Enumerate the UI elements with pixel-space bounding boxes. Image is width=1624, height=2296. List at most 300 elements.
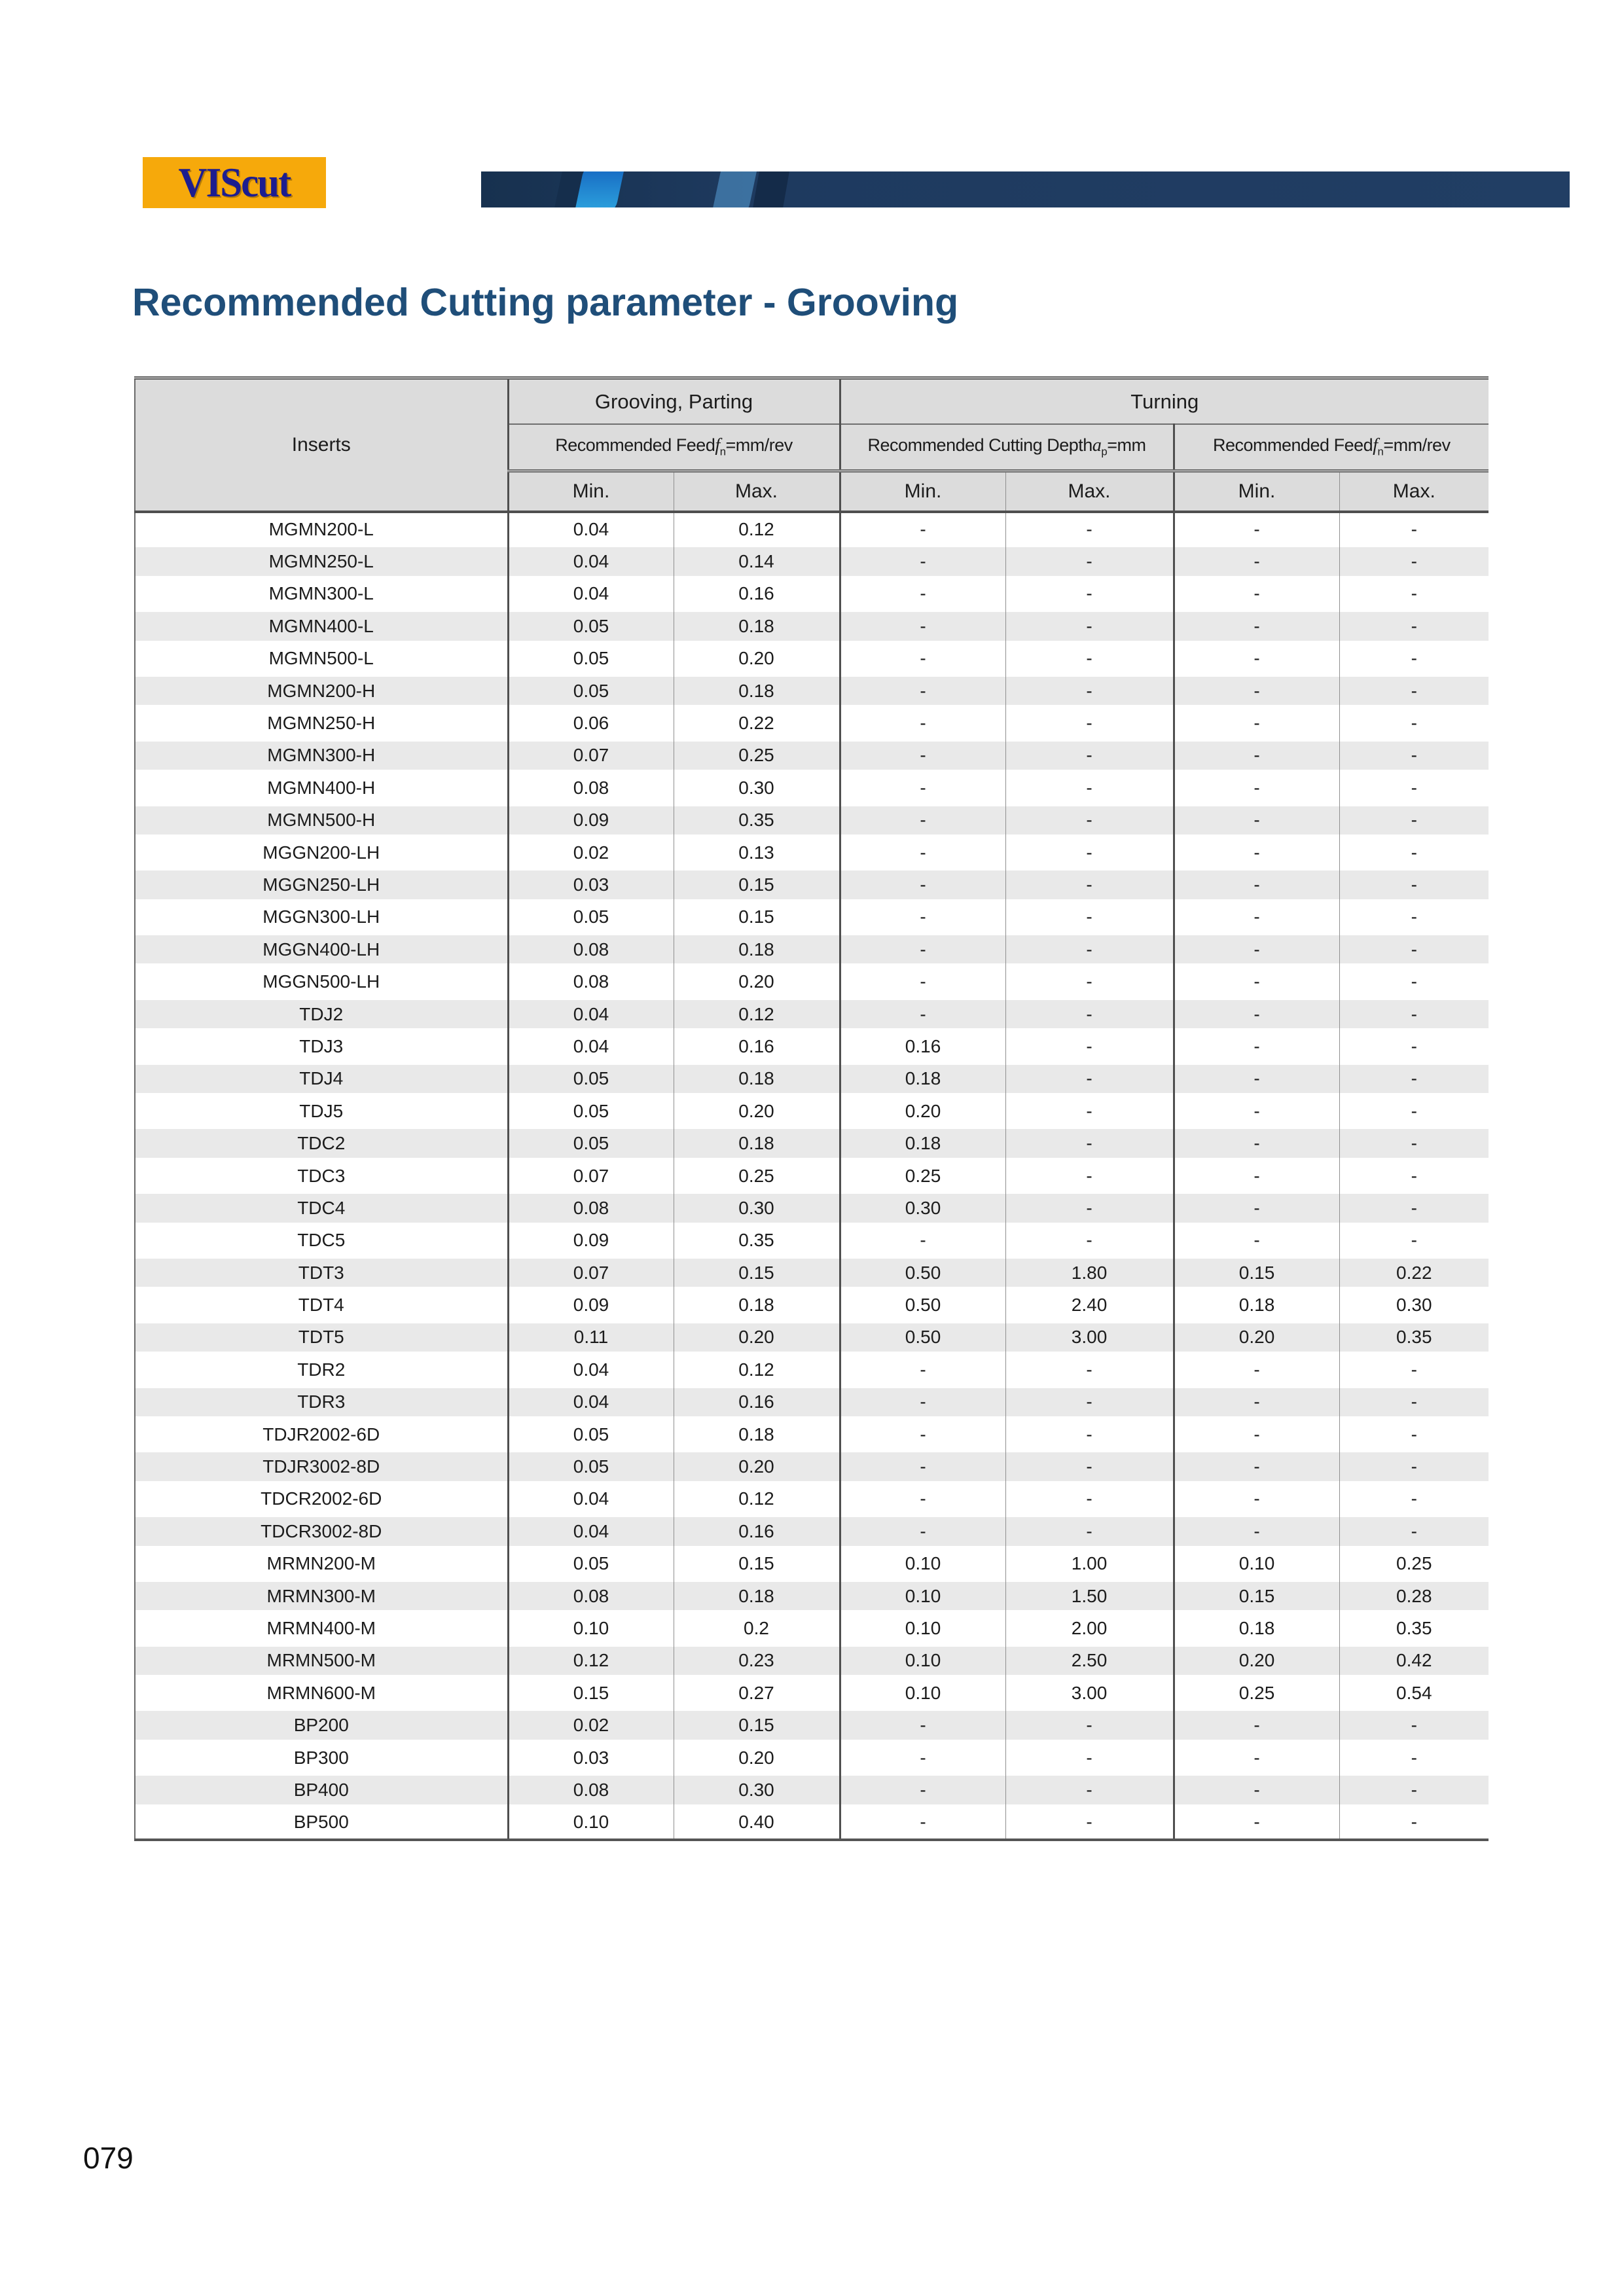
viscut-logo-text: VIScut: [178, 159, 291, 206]
value-cell: -: [1174, 804, 1339, 836]
inserts-header-cell: Inserts: [135, 378, 508, 512]
value-cell: 0.04: [508, 512, 674, 545]
value-cell: -: [1005, 836, 1174, 869]
insert-name-cell: MRMN200-M: [135, 1548, 508, 1580]
value-cell: -: [1174, 1160, 1339, 1192]
table-row: [135, 1386, 1489, 1418]
value-cell: 0.15: [1174, 1580, 1339, 1612]
value-cell: 0.16: [840, 1030, 1005, 1062]
insert-name-cell: MGMN300-L: [135, 578, 508, 610]
value-cell: -: [840, 1450, 1005, 1482]
value-cell: -: [1174, 512, 1339, 545]
table-row: [135, 836, 1489, 869]
value-cell: 0.18: [674, 610, 840, 642]
value-cell: 0.40: [674, 1806, 840, 1840]
value-cell: -: [1174, 836, 1339, 869]
value-cell: -: [1174, 643, 1339, 675]
turning-depth-min-header: Min.: [840, 471, 1005, 512]
value-cell: 0.16: [674, 1030, 840, 1062]
value-cell: -: [840, 643, 1005, 675]
grooving-feed-header-cell: Recommended Feedf$_n$=mm/rev: [508, 424, 840, 471]
value-cell: 0.18: [674, 933, 840, 965]
value-cell: -: [1005, 901, 1174, 933]
value-cell: -: [1174, 1742, 1339, 1774]
value-cell: 0.18: [840, 1127, 1005, 1159]
insert-name-cell: MGMN400-H: [135, 772, 508, 804]
table-row: [135, 1483, 1489, 1515]
value-cell: 0.16: [674, 578, 840, 610]
value-cell: 0.25: [674, 1160, 840, 1192]
table-row: [135, 1289, 1489, 1321]
value-cell: -: [1174, 1354, 1339, 1386]
turning-header-cell: Turning: [840, 378, 1489, 425]
insert-name-cell: TDR3: [135, 1386, 508, 1418]
value-cell: -: [1339, 1774, 1489, 1806]
insert-name-cell: TDR2: [135, 1354, 508, 1386]
value-cell: 0.18: [840, 1063, 1005, 1095]
value-cell: 0.20: [674, 965, 840, 997]
value-cell: 2.00: [1005, 1612, 1174, 1644]
value-cell: -: [1174, 675, 1339, 707]
insert-name-cell: MGMN250-L: [135, 545, 508, 577]
value-cell: 0.12: [674, 998, 840, 1030]
value-cell: -: [1339, 933, 1489, 965]
value-cell: 0.05: [508, 610, 674, 642]
table-row: [135, 512, 1489, 545]
value-cell: 0.18: [674, 1289, 840, 1321]
value-cell: -: [1005, 998, 1174, 1030]
value-cell: 0.20: [674, 1095, 840, 1127]
value-cell: -: [1005, 1774, 1174, 1806]
value-cell: 0.35: [1396, 1617, 1432, 1638]
value-cell: -: [1411, 648, 1417, 669]
value-cell: 0.04: [508, 545, 674, 577]
value-cell: 0.20: [674, 1742, 840, 1774]
value-cell: 0.15: [508, 1677, 674, 1709]
insert-name-cell: MGMN500-H: [135, 804, 508, 836]
insert-name-cell: TDC5: [135, 1225, 508, 1257]
value-cell: -: [840, 869, 1005, 901]
value-cell: 0.07: [508, 740, 674, 772]
value-cell: 0.20: [1174, 1321, 1339, 1354]
turning-feed-max-header: Max.: [1339, 471, 1489, 512]
value-cell: 0.05: [508, 1127, 674, 1159]
value-cell: 0.27: [674, 1677, 840, 1709]
value-cell: -: [1174, 1774, 1339, 1806]
value-cell: 0.03: [508, 869, 674, 901]
header-banner: [481, 171, 1570, 207]
value-cell: 1.50: [1005, 1580, 1174, 1612]
value-cell: 0.20: [674, 643, 840, 675]
cutting-parameters-table: [134, 376, 1489, 1841]
value-cell: 0.20: [674, 1450, 840, 1482]
insert-name-cell: TDC3: [135, 1160, 508, 1192]
value-cell: 0.05: [508, 1450, 674, 1482]
value-cell: 0.28: [1339, 1580, 1489, 1612]
value-cell: -: [1174, 1515, 1339, 1547]
insert-name-cell: MGMN200-L: [135, 512, 508, 545]
value-cell: -: [840, 675, 1005, 707]
value-cell: 0.15: [674, 1709, 840, 1741]
insert-name-cell: TDJ3: [135, 1030, 508, 1062]
value-cell: 0.05: [508, 643, 674, 675]
turning-depth-header-cell: Recommended Cutting Deptha$_p$=mm: [840, 424, 1174, 471]
value-cell: -: [1339, 1515, 1489, 1547]
value-cell: -: [1174, 1806, 1339, 1840]
value-cell: 0.25: [1174, 1677, 1339, 1709]
table-row: [135, 1418, 1489, 1450]
table-body: [135, 512, 1489, 1840]
value-cell: 0.03: [508, 1742, 674, 1774]
value-cell: -: [1005, 740, 1174, 772]
insert-name-cell: BP300: [135, 1742, 508, 1774]
value-cell: 0.04: [508, 1386, 674, 1418]
value-cell: -: [840, 545, 1005, 577]
value-cell: 0.12: [674, 512, 840, 545]
insert-name-cell: TDT3: [135, 1257, 508, 1289]
value-cell: -: [1411, 1100, 1417, 1121]
turning-feed-header-cell: Recommended Feedf$_n$=mm/rev: [1174, 424, 1489, 471]
value-cell: 0.42: [1339, 1645, 1489, 1677]
table-row: [135, 901, 1489, 933]
value-cell: -: [1005, 804, 1174, 836]
value-cell: 0.05: [508, 1418, 674, 1450]
value-cell: -: [1005, 1095, 1174, 1127]
table-row: [135, 1030, 1489, 1062]
value-cell: 3.00: [1005, 1677, 1174, 1709]
value-cell: -: [1339, 804, 1489, 836]
banner-swoosh2-shadow-icon: [751, 171, 791, 207]
value-cell: 0.20: [840, 1095, 1005, 1127]
value-cell: -: [1174, 1225, 1339, 1257]
value-cell: 0.2: [674, 1612, 840, 1644]
insert-name-cell: MRMN600-M: [135, 1677, 508, 1709]
value-cell: 2.40: [1005, 1289, 1174, 1321]
value-cell: -: [1174, 933, 1339, 965]
value-cell: 0.25: [1396, 1553, 1432, 1574]
insert-name-cell: MRMN300-M: [135, 1580, 508, 1612]
table-row: [135, 1709, 1489, 1741]
value-cell: -: [1339, 1063, 1489, 1095]
value-cell: -: [1339, 610, 1489, 642]
value-cell: -: [1005, 545, 1174, 577]
value-cell: -: [1005, 1450, 1174, 1482]
insert-name-cell: MGGN500-LH: [135, 965, 508, 997]
table-row: [135, 1354, 1489, 1386]
value-cell: -: [1005, 1709, 1174, 1741]
value-cell: -: [1005, 1386, 1174, 1418]
insert-name-cell: TDC2: [135, 1127, 508, 1159]
table-row: [135, 1677, 1489, 1709]
value-cell: -: [1005, 1063, 1174, 1095]
value-cell: -: [1174, 1418, 1339, 1450]
insert-name-cell: BP400: [135, 1774, 508, 1806]
value-cell: 0.18: [674, 1063, 840, 1095]
value-cell: -: [1174, 578, 1339, 610]
value-cell: 0.50: [840, 1289, 1005, 1321]
value-cell: 0.08: [508, 965, 674, 997]
value-cell: -: [1005, 869, 1174, 901]
insert-name-cell: TDJ2: [135, 998, 508, 1030]
banner-swoosh-icon: [573, 171, 625, 207]
value-cell: 0.08: [508, 1580, 674, 1612]
table-row: [135, 675, 1489, 707]
grooving-parting-header-cell: Grooving, Parting: [508, 378, 840, 425]
value-cell: -: [1411, 1747, 1417, 1768]
value-cell: -: [1339, 1192, 1489, 1224]
page-number: 079: [83, 2141, 134, 2175]
table-row: [135, 1450, 1489, 1482]
value-cell: -: [840, 965, 1005, 997]
value-cell: -: [1005, 1418, 1174, 1450]
table-row: [135, 1612, 1489, 1644]
value-cell: 0.04: [508, 998, 674, 1030]
table-row: [135, 545, 1489, 577]
table-row: [135, 1548, 1489, 1580]
value-cell: -: [840, 1354, 1005, 1386]
value-cell: 0.30: [840, 1192, 1005, 1224]
table-row: [135, 1225, 1489, 1257]
value-cell: 0.18: [674, 1127, 840, 1159]
turning-depth-max-header: Max.: [1005, 471, 1174, 512]
value-cell: 0.04: [508, 1354, 674, 1386]
insert-name-cell: MGGN200-LH: [135, 836, 508, 869]
value-cell: -: [1174, 740, 1339, 772]
value-cell: 0.05: [508, 1063, 674, 1095]
value-cell: -: [1174, 869, 1339, 901]
value-cell: 0.18: [1174, 1612, 1339, 1644]
value-cell: 0.09: [508, 1289, 674, 1321]
value-cell: -: [1005, 1354, 1174, 1386]
value-cell: -: [1339, 545, 1489, 577]
table-row: [135, 1127, 1489, 1159]
insert-name-cell: TDC4: [135, 1192, 508, 1224]
value-cell: -: [1174, 1386, 1339, 1418]
value-cell: 0.10: [840, 1677, 1005, 1709]
value-cell: -: [1411, 1424, 1417, 1444]
value-cell: -: [1411, 1230, 1417, 1251]
value-cell: -: [840, 1483, 1005, 1515]
value-cell: 0.10: [840, 1548, 1005, 1580]
value-cell: 0.04: [508, 578, 674, 610]
value-cell: 0.02: [508, 1709, 674, 1741]
value-cell: -: [1339, 998, 1489, 1030]
value-cell: 0.13: [674, 836, 840, 869]
value-cell: -: [1411, 713, 1417, 734]
value-cell: -: [1339, 1127, 1489, 1159]
value-cell: -: [840, 998, 1005, 1030]
value-cell: 0.08: [508, 772, 674, 804]
table-row: [135, 1321, 1489, 1354]
value-cell: 0.08: [508, 1192, 674, 1224]
value-cell: 0.50: [840, 1321, 1005, 1354]
value-cell: 0.35: [1339, 1321, 1489, 1354]
value-cell: -: [1339, 869, 1489, 901]
value-cell: 0.54: [1396, 1682, 1432, 1703]
value-cell: -: [840, 772, 1005, 804]
viscut-logo: [143, 157, 326, 208]
table-row: [135, 933, 1489, 965]
value-cell: 3.00: [1005, 1321, 1174, 1354]
value-cell: -: [1005, 578, 1174, 610]
value-cell: 0.22: [674, 707, 840, 739]
table-row: [135, 965, 1489, 997]
value-cell: 0.16: [674, 1386, 840, 1418]
value-cell: -: [1005, 512, 1174, 545]
insert-name-cell: MGMN400-L: [135, 610, 508, 642]
value-cell: -: [840, 1709, 1005, 1741]
value-cell: -: [1174, 772, 1339, 804]
value-cell: -: [1174, 1450, 1339, 1482]
value-cell: -: [840, 578, 1005, 610]
value-cell: 1.00: [1005, 1548, 1174, 1580]
insert-name-cell: MGMN200-H: [135, 675, 508, 707]
value-cell: -: [1411, 1812, 1417, 1833]
table-row: [135, 707, 1489, 739]
table-row: [135, 1774, 1489, 1806]
value-cell: -: [1005, 1483, 1174, 1515]
table-row: [135, 998, 1489, 1030]
value-cell: -: [1005, 1192, 1174, 1224]
value-cell: 0.35: [674, 804, 840, 836]
value-cell: 0.15: [674, 901, 840, 933]
value-cell: -: [1339, 1450, 1489, 1482]
turning-feed-min-header: Min.: [1174, 471, 1339, 512]
value-cell: -: [840, 1806, 1005, 1840]
insert-name-cell: MRMN400-M: [135, 1612, 508, 1644]
value-cell: -: [1411, 583, 1417, 604]
value-cell: -: [1174, 545, 1339, 577]
table-row: [135, 610, 1489, 642]
value-cell: 0.30: [674, 1192, 840, 1224]
value-cell: -: [1411, 971, 1417, 992]
table-row: [135, 1063, 1489, 1095]
value-cell: -: [1005, 1806, 1174, 1840]
value-cell: 0.05: [508, 901, 674, 933]
value-cell: -: [840, 707, 1005, 739]
value-cell: 2.50: [1005, 1645, 1174, 1677]
value-cell: 0.10: [508, 1612, 674, 1644]
value-cell: -: [1411, 842, 1417, 863]
value-cell: -: [840, 1742, 1005, 1774]
value-cell: 0.20: [674, 1321, 840, 1354]
value-cell: 0.18: [674, 675, 840, 707]
value-cell: 0.12: [674, 1354, 840, 1386]
value-cell: 0.10: [508, 1806, 674, 1840]
value-cell: -: [1005, 707, 1174, 739]
value-cell: -: [840, 610, 1005, 642]
value-cell: 0.50: [840, 1257, 1005, 1289]
value-cell: 0.15: [674, 869, 840, 901]
value-cell: -: [840, 804, 1005, 836]
value-cell: 0.20: [1174, 1645, 1339, 1677]
value-cell: -: [1174, 1483, 1339, 1515]
value-cell: 0.05: [508, 1095, 674, 1127]
value-cell: -: [1174, 998, 1339, 1030]
value-cell: 0.15: [674, 1257, 840, 1289]
value-cell: 0.10: [1174, 1548, 1339, 1580]
value-cell: -: [1411, 1359, 1417, 1380]
value-cell: 0.16: [674, 1515, 840, 1547]
insert-name-cell: MGMN300-H: [135, 740, 508, 772]
value-cell: 0.08: [508, 933, 674, 965]
value-cell: 0.02: [508, 836, 674, 869]
insert-name-cell: TDJR3002-8D: [135, 1450, 508, 1482]
grooving-feed-max-header: Max.: [674, 471, 840, 512]
table-row: [135, 869, 1489, 901]
value-cell: 0.07: [508, 1160, 674, 1192]
value-cell: 0.05: [508, 1548, 674, 1580]
value-cell: 0.14: [674, 545, 840, 577]
table-row: [135, 1160, 1489, 1192]
value-cell: 0.10: [840, 1645, 1005, 1677]
value-cell: -: [1005, 965, 1174, 997]
value-cell: 0.30: [674, 1774, 840, 1806]
table-row: [135, 1645, 1489, 1677]
insert-name-cell: MGMN250-H: [135, 707, 508, 739]
insert-name-cell: MRMN500-M: [135, 1645, 508, 1677]
insert-name-cell: MGMN500-L: [135, 643, 508, 675]
insert-name-cell: TDT4: [135, 1289, 508, 1321]
insert-name-cell: MGGN400-LH: [135, 933, 508, 965]
table-row: [135, 1192, 1489, 1224]
table-row: [135, 643, 1489, 675]
value-cell: 0.10: [840, 1612, 1005, 1644]
value-cell: 0.30: [1396, 1295, 1432, 1316]
insert-name-cell: TDJ4: [135, 1063, 508, 1095]
value-cell: 0.25: [674, 740, 840, 772]
insert-name-cell: TDJ5: [135, 1095, 508, 1127]
value-cell: 0.22: [1339, 1257, 1489, 1289]
table-row: [135, 1806, 1489, 1840]
insert-name-cell: MGGN250-LH: [135, 869, 508, 901]
value-cell: -: [1339, 1709, 1489, 1741]
insert-name-cell: TDT5: [135, 1321, 508, 1354]
table-row: [135, 578, 1489, 610]
insert-name-cell: BP500: [135, 1806, 508, 1840]
value-cell: 0.04: [508, 1030, 674, 1062]
value-cell: -: [840, 1225, 1005, 1257]
value-cell: -: [1174, 1192, 1339, 1224]
value-cell: -: [1005, 1515, 1174, 1547]
value-cell: -: [1174, 1030, 1339, 1062]
value-cell: -: [1411, 1035, 1417, 1056]
value-cell: -: [1005, 610, 1174, 642]
insert-name-cell: TDJR2002-6D: [135, 1418, 508, 1450]
value-cell: 0.04: [508, 1483, 674, 1515]
value-cell: -: [840, 512, 1005, 545]
value-cell: -: [1174, 965, 1339, 997]
value-cell: -: [1174, 1127, 1339, 1159]
value-cell: 0.18: [1174, 1289, 1339, 1321]
value-cell: -: [1005, 1160, 1174, 1192]
value-cell: -: [840, 1386, 1005, 1418]
value-cell: -: [840, 933, 1005, 965]
value-cell: -: [1174, 1063, 1339, 1095]
value-cell: -: [1339, 675, 1489, 707]
value-cell: -: [1005, 933, 1174, 965]
value-cell: 0.12: [674, 1483, 840, 1515]
value-cell: 0.07: [508, 1257, 674, 1289]
header-row-groups: [135, 378, 1489, 425]
insert-name-cell: TDCR2002-6D: [135, 1483, 508, 1515]
value-cell: 0.10: [840, 1580, 1005, 1612]
insert-name-cell: TDCR3002-8D: [135, 1515, 508, 1547]
value-cell: 0.11: [508, 1321, 674, 1354]
grooving-feed-min-header: Min.: [508, 471, 674, 512]
value-cell: 0.04: [508, 1515, 674, 1547]
value-cell: 0.18: [674, 1418, 840, 1450]
